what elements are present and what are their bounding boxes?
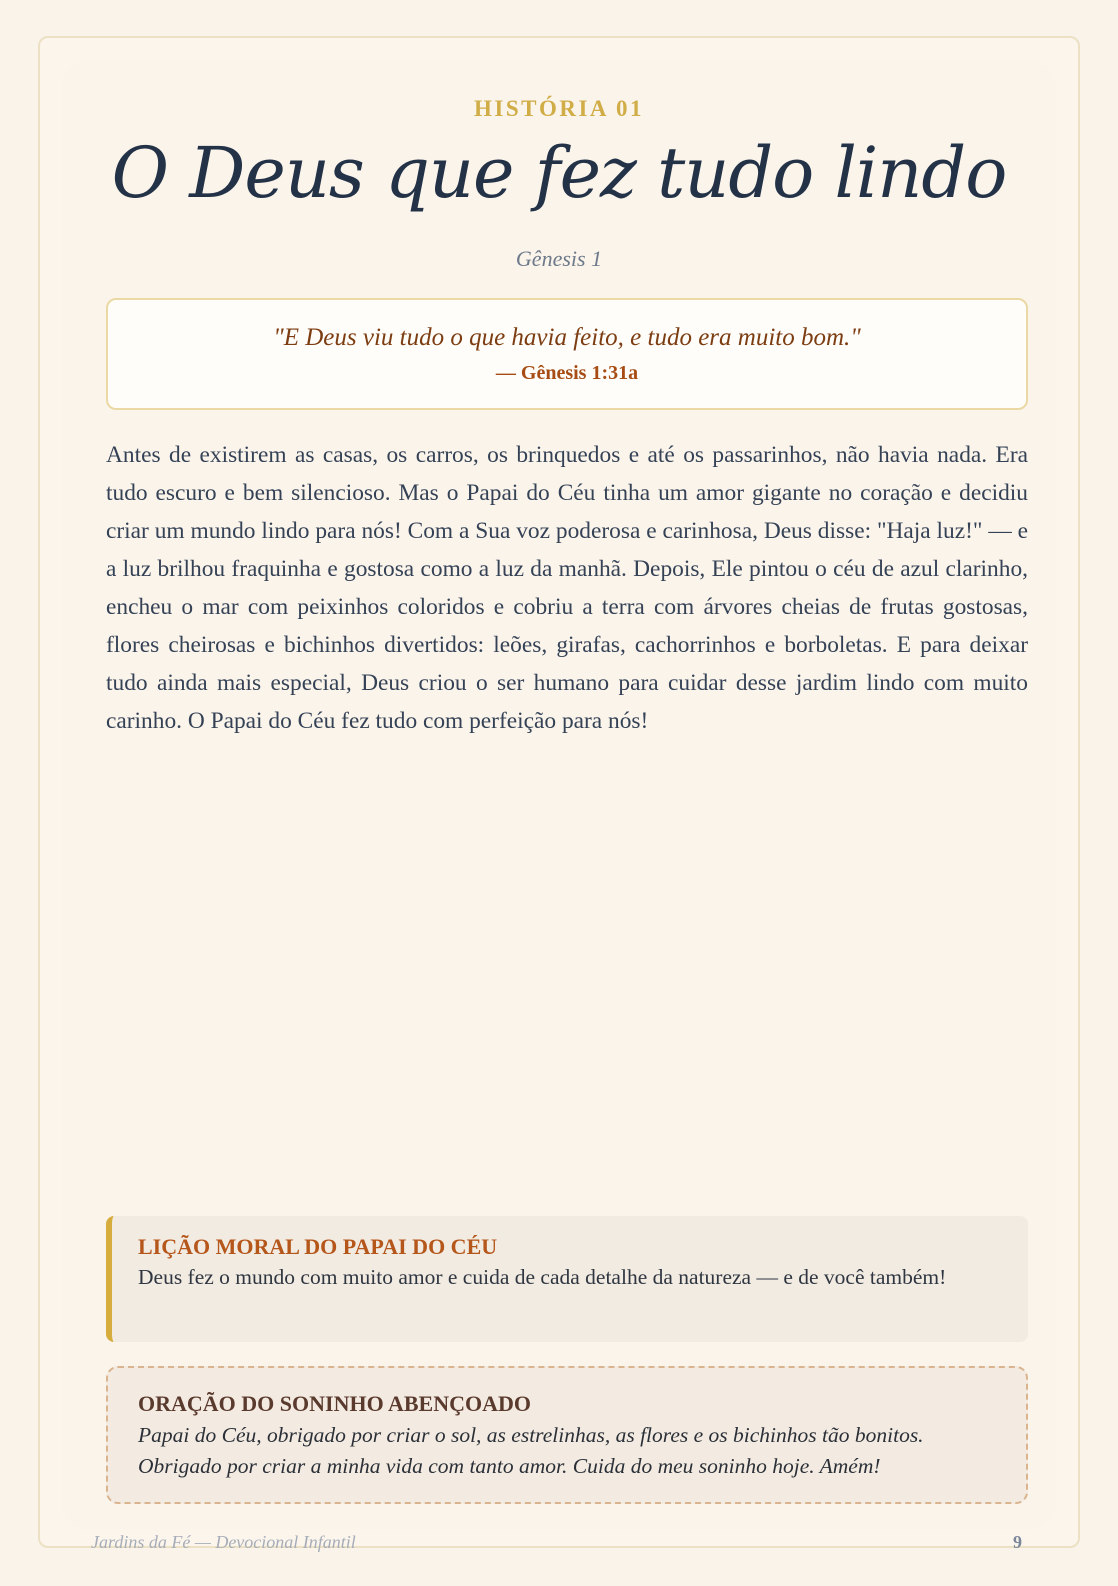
key-verse-text: "E Deus viu tudo o que havia feito, e tudo era muito bom." <box>273 324 861 351</box>
story-title: O Deus que fez tudo lindo <box>111 132 1007 214</box>
footer-book-title: Jardins da Fé — Devocional Infantil <box>91 1532 356 1552</box>
moral-lesson-box <box>106 1216 1028 1342</box>
moral-lesson-title: LIÇÃO MORAL DO PAPAI DO CÉU <box>138 1234 498 1259</box>
prayer-text: Papai do Céu, obrigado por criar o sol, as estrelinhas, as flores e os bichinhos tão bonitos. Obrigado por criar a minha vida com tanto amor. Cuida do meu soninho hoje. Amém! <box>138 1423 924 1478</box>
footer-page-number: 9 <box>1013 1532 1022 1552</box>
key-verse-reference: — Gênesis 1:31a <box>495 362 639 384</box>
moral-lesson-text: Deus fez o mundo com muito amor e cuida de cada detalhe da natureza — e de você também! <box>138 1265 947 1289</box>
key-verse-box <box>106 298 1028 410</box>
bible-reference: Gênesis 1 <box>515 246 603 271</box>
prayer-title: ORAÇÃO DO SONINHO ABENÇOADO <box>138 1391 531 1416</box>
story-number-label: HISTÓRIA 01 <box>473 96 644 121</box>
prayer-box <box>106 1366 1028 1504</box>
story-body-text: Antes de existirem as casas, os carros, os brinquedos e até os passarinhos, não havia nada. Era tudo escuro e bem silencioso. Mas o Papai do Céu tinha um amor gigante no coração e decidiu criar um mundo lindo para nós! Com a Sua voz poderosa e carinhosa, Deus disse: "Haja luz!" — e a luz brilhou fraquinha e gostosa como a luz da manhã. Depois, Ele pintou o céu de azul clarinho, encheu o mar com peixinhos coloridos e cobriu a terra com árvores cheias de frutas gostosas, flores cheirosas e bichinhos divertidos: leões, girafas, cachorrinhos e borboletas. E para deixar tudo ainda mais especial, Deus criou o ser humano para cuidar desse jardim lindo com muito carinho. O Papai do Céu fez tudo com perfeição para nós! <box>106 442 1028 734</box>
